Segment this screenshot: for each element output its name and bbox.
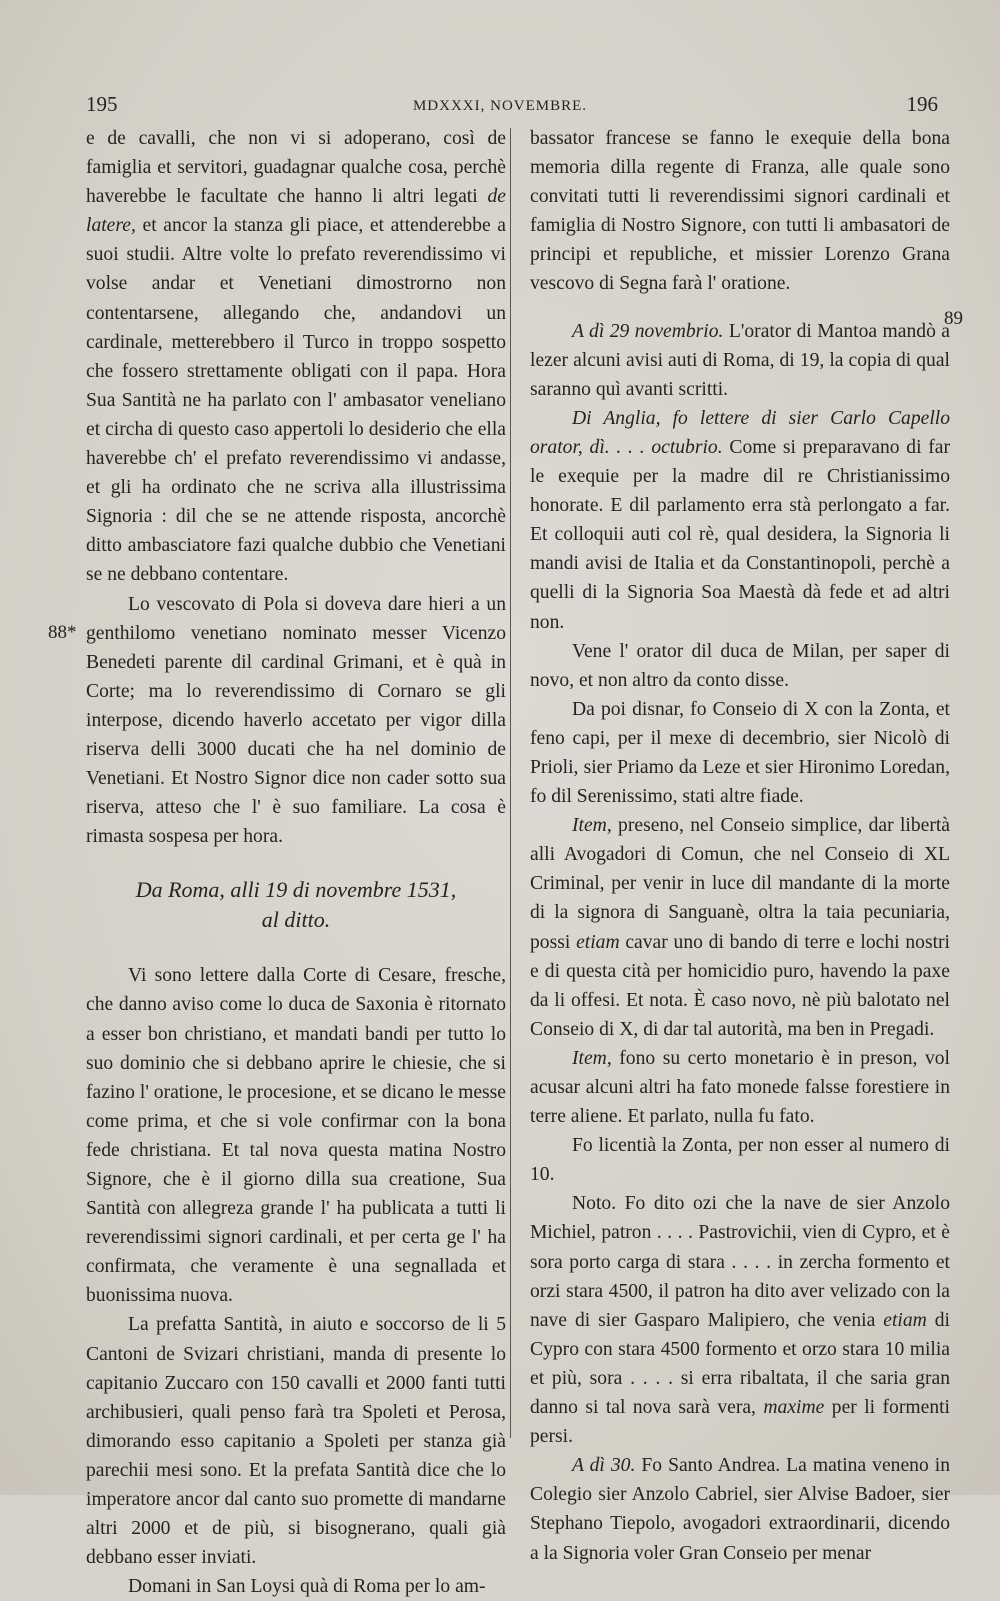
heading-line: Da Roma, alli 19 di novembre 1531, bbox=[135, 877, 457, 903]
letter-heading bbox=[86, 875, 506, 935]
running-title: MDXXXI, NOVEMBRE. bbox=[412, 98, 588, 114]
paragraph bbox=[530, 1189, 950, 1451]
paragraph: Da poi disnar, fo Conseio di X con la Zonta, et feno capi, per il mexe di decembrio, sier Nicolò di Prioli, sier Priamo da Leze et sier Hironimo Loredan, fo dil Serenissimo, stati altre fiade. bbox=[530, 698, 950, 808]
paragraph: Lo vescovato di Pola si doveva dare hieri a un genthilomo venetiano nominato messer Vicenzo Benedeti parente dil cardinal Grimani, et è quà in Corte; ma lo reverendissimo di Cornaro se gli interpose, dicendo haverlo accetato per vigor dilla riserva delli 3000 ducati che ha nel dominio de Venetiani. Et Nostro Signor dice non cader sotto sua riserva, atteso che l' è suo familiare. La cosa è rimasta sospesa per hora. bbox=[86, 593, 506, 848]
right-page-number: 196 bbox=[906, 92, 938, 116]
paragraph bbox=[530, 317, 950, 404]
heading-line: al ditto. bbox=[261, 907, 331, 933]
left-column bbox=[86, 124, 506, 1601]
text: Noto. Fo dito ozi che la nave de sier Anzolo Michiel, patron . . . . Pastrovichii, vien di Cypro, et è sora porto carga di stara . . . . in zercha formento et orzi stara 4500, il patron ha dito aver velizado con la nave di sier Gasparo Malipiero, che venia bbox=[530, 1193, 950, 1331]
left-page-number: 195 bbox=[86, 92, 118, 116]
paragraph: Fo licentià la Zonta, per non esser al numero di 10. bbox=[530, 1135, 950, 1186]
paragraph: Domani in San Loysi quà di Roma per lo am- bbox=[128, 1576, 486, 1598]
paragraph: bassator francese se fanno le exequie della bona memoria dilla regente di Franza, alle quale sono convitati tutti li reverendissimi signori cardinali et famiglia di Nostro Signore, con tutti li ambasatori de principi et republiche, et missier Lorenzo Grana vescovo di Segna farà l' oratione. bbox=[530, 128, 950, 295]
text: Come si preparavano di far le exequie per la madre dil re Christianissimo honorate. E dil parlamento erra stà perlongato a far. Et colloquii auti col rè, qual desidera, la Signoria li mandi avisi de Italia et da Constantinopoli, perchè a quelli di la Signoria Soa Maestà dà fede et ad altri non. bbox=[530, 436, 950, 633]
text: L'orator di Mantoa mandò a lezer alcuni avisi auti di Roma, di 19, la copia di qual saranno quì avanti scritti. bbox=[530, 320, 950, 400]
italic-text: A dì 29 novembrio. bbox=[572, 320, 724, 342]
paragraph bbox=[86, 124, 506, 590]
italic-text: de latere, bbox=[86, 186, 506, 237]
margin-note-left: 88* bbox=[48, 622, 77, 643]
column-divider bbox=[510, 128, 511, 1438]
italic-text: maxime bbox=[763, 1397, 825, 1419]
italic-text: Item, bbox=[572, 815, 612, 837]
text: Fo Santo Andrea. La matina veneno in Colegio sier Anzolo Cabriel, sier Alvise Badoer, sier Stephano Tiepolo, avogadori extraordinarii, dicendo a la Signoria voler Gran Conseio per menar bbox=[530, 1455, 950, 1564]
paragraph bbox=[530, 811, 950, 1044]
paragraph bbox=[530, 1451, 950, 1567]
text: preseno, nel Conseio simplice, dar libertà alli Avogadori di Comun, che nel Conseio di XL Criminal, per venir in luce dil mandante di la morte di la signora di Sanguanè, oltra la taia pecuniaria, possi bbox=[530, 815, 950, 953]
paragraph bbox=[530, 404, 950, 637]
text: e de cavalli, che non vi si adoperano, così de famiglia et servitori, guadagnar qualche cosa, perchè haverebbe le facultate che hanno li altri legati bbox=[86, 128, 506, 208]
text: et ancor la stanza gli piace, et attenderebbe a suoi studii. Altre volte lo prefato reverendissimo vi volse andar et Venetiani dimostrorno non contentarsene, allegando che, andandovi un cardinale, metterebbero il Turco in troppo sospetto che fossero strettamente obligati con il papa. Hora Sua Santità ne ha parlato con l' ambasator veneliano et circha di questo caso appertoli lo desiderio che ella haverebbe ch' el prefato reverendissimo vi andasse, et gli ha ordinato che ne scriva alla illustrissima Signoria : dil che se ne attende risposta, ancorchè ditto ambasciatore fazi qualche dubbio che Venetiani se ne debbano contentare. bbox=[86, 215, 506, 586]
paragraph bbox=[530, 1044, 950, 1131]
text: per li formenti persi. bbox=[530, 1397, 951, 1448]
italic-text: etiam bbox=[883, 1309, 927, 1331]
italic-text: Di Anglia, fo lettere di sier Carlo Capello orator, dì. . . . octubrio. bbox=[530, 407, 950, 458]
text: cavar uno di bando di terre e lochi nostri e di questa cità per homicidio puro, havendo la paxe da li offesi. Et nota. È caso novo, nè più balotato nel Conseio di X, di dar tal autorità, ma ben in Pregadi. bbox=[530, 931, 950, 1040]
paragraph: La prefatta Santità, in aiuto e soccorso de li 5 Cantoni de Svizari christiani, manda di presente lo capitanio Zuccaro con 150 cavalli et 2000 fanti tutti archibusieri, quali penso farà tra Spoleti et Perosa, dimorando esso capitanio a Spoleti per stanza già parechii mesi sono. Et la prefata Santità dice che lo imperatore ancor dal canto suo promette di mandarne altri 2000 et de più, si bisognerano, quali già debbano esser inviati. bbox=[86, 1314, 506, 1569]
margin-note-right: 89 bbox=[944, 308, 963, 329]
paragraph: Vi sono lettere dalla Corte di Cesare, fresche, che danno aviso come lo duca de Saxonia è ritornato a esser bon christiano, et mandati bandi per tutto lo suo dominio che si debbano aprire le chiesie, che si fazino l' oratione, le procesione, et se dicano le messe come prima, et che si vole confirmar con la bona fede christiana. Et tal nova questa matina Nostro Signore, che è il giorno dilla sua creatione, Sua Santità con allegreza grande l' ha publicata a tutti li reverendissimi signori cardinali, et per certa ge l' ha confirmata, che veramente è una segnallada et buonissima nuova. bbox=[86, 965, 506, 1307]
italic-text: etiam bbox=[576, 931, 620, 953]
italic-text: A dì 30. bbox=[572, 1455, 636, 1477]
text: di Cypro con stara 4500 formento et orzo stara 10 milia et più, sora . . . . si erra ribaltata, il che saria gran danno si tal nova sarà vera, bbox=[530, 1309, 950, 1419]
paragraph: Vene l' orator dil duca de Milan, per saper di novo, et non altro da conto disse. bbox=[530, 640, 950, 691]
italic-text: Item, bbox=[572, 1047, 612, 1069]
right-column bbox=[530, 124, 950, 1568]
text: fono su certo monetario è in preson, vol acusar alcuni altri ha fato monede falsse forestiere in terre aliene. Et parlato, nulla fu fato. bbox=[530, 1047, 950, 1128]
